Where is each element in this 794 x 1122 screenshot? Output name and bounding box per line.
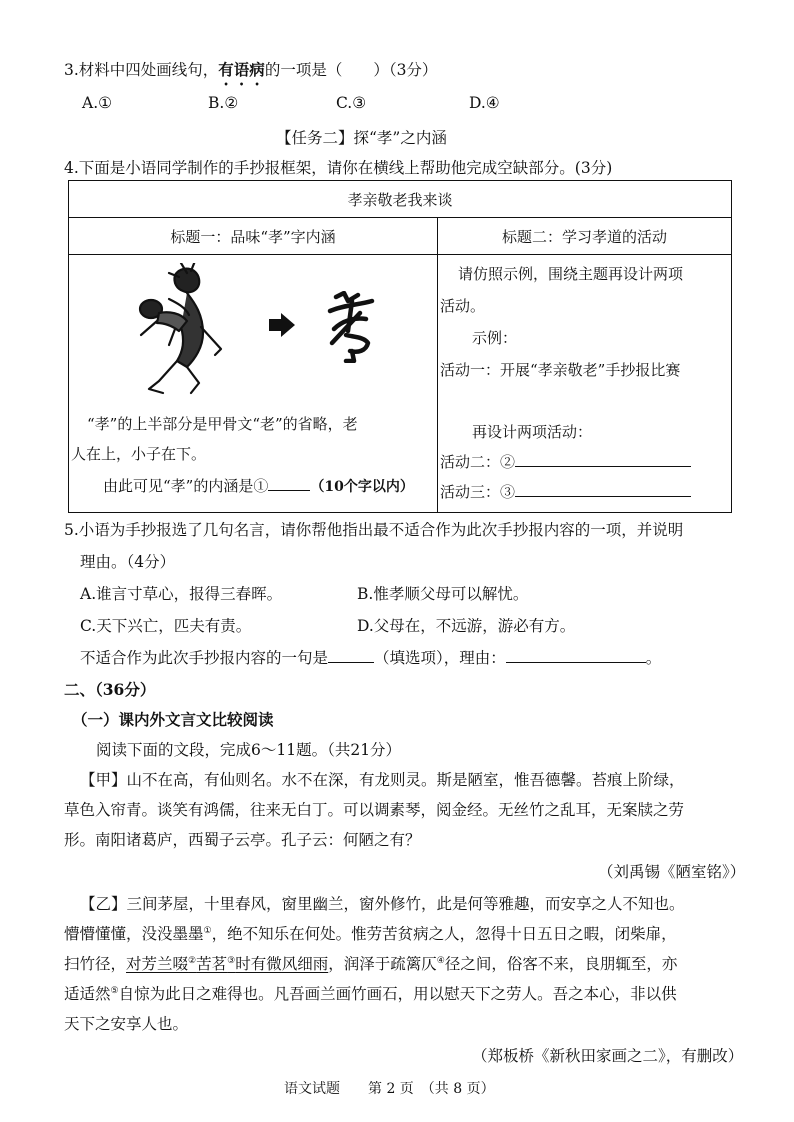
column-header-1: 标题一：品味“孝”字内涵 [69,218,438,255]
activity-two-label: 活动二：② [440,453,516,471]
activity-two-line [440,451,691,472]
yi-l3-underlined-3: 时有微风细雨 [235,955,329,973]
q5-answer-line [80,646,661,668]
q5-option-d[interactable]: D.父母在，不远游，游必有方。 [357,617,576,635]
answer-blank-1[interactable] [268,476,310,491]
passage-yi-source: （郑板桥《新秋田家画之二》，有删改） [472,1047,744,1065]
q3-option-c[interactable]: C.③ [336,94,367,112]
q3-option-d[interactable]: D.④ [469,94,500,112]
q3-option-b[interactable]: B.② [208,94,239,112]
left-text-line-2: 人在上，小子在下。 [71,445,207,463]
yi-l4-part-b: 自惊为此日之难得也。凡吾画兰画竹画石，用以慰天下之劳人。吾之本心，非以供 [118,985,677,1003]
q5-option-blank[interactable] [328,648,374,663]
elder-carrying-child-illustration [129,263,269,403]
right-content-cell [438,255,732,513]
yi-l3-part-a: 扫竹径， [64,955,127,973]
example-activity: 活动一：开展“孝亲敬老”手抄报比赛 [440,361,681,379]
section-2-subtitle: （一）课内外文言文比较阅读 [72,710,274,729]
underlined-sentence [126,955,328,973]
page-footer: 语文试题 第 2 页 （共 8 页） [284,1081,495,1097]
q5-answer-mid: （填选项），理由： [374,649,506,667]
q5-option-a[interactable]: A.谁言寸草心，报得三春晖。 [80,585,283,603]
q5-answer-prefix: 不适合作为此次手抄报内容的一句是 [80,649,329,667]
char-limit-note: （10个字以内） [310,479,414,495]
yi-l3-part-c: 径之间，俗客不来，良朋辄至，亦 [444,955,678,973]
footnote-marker-1: ① [203,925,212,936]
q5-stem-line-2: 理由。（4分） [80,553,176,571]
passage-jia-line-1: 【甲】山不在高，有仙则名。水不在深，有龙则灵。斯是陋室，惟吾德馨。苔痕上阶绿， [80,771,685,789]
left-content-cell [69,255,438,513]
passage-jia-source: （刘禹锡《陋室铭》） [598,863,746,881]
passage-jia-line-2: 草色入帘青。谈笑有鸿儒，往来无白丁。可以调素琴，阅金经。无丝竹之乱耳，无案牍之劳 [64,801,685,819]
right-text-3: 示例： [472,329,518,347]
q3-option-a[interactable]: A.① [82,94,113,112]
yi-l4-part-a: 适适然 [64,985,111,1003]
yi-l2-part-b: ，绝不知乐在何处。惟劳苦贫病之人，忽得十日五日之暇，闭柴扉， [211,925,677,943]
q3-stem [64,58,437,89]
ancient-xiao-character-glyph [324,291,378,363]
task2-title: 【任务二】探“孝”之内涵 [276,129,447,147]
passage-yi-line-2 [64,922,677,944]
activity-three-label: 活动三：③ [440,483,516,501]
right-text-2: 活动。 [440,297,486,315]
handout-frame-table [68,180,732,513]
q3-suffix: 的一项是（ ）（3分） [264,61,438,79]
yi-l3-underlined-1: 对芳兰啜 [126,955,189,973]
q5-option-c[interactable]: C.天下兴亡，匹夫有责。 [80,617,252,635]
passage-yi-line-3 [64,952,677,974]
passage-jia-line-3: 形。南阳诸葛庐，西蜀子云亭。孔子云：何陋之有？ [64,831,421,849]
arrow-right-icon [269,313,295,337]
column-header-2: 标题二：学习孝道的活动 [438,218,732,255]
q3-emphasis: 有语病 [218,60,265,79]
left-answer-line [103,475,414,496]
right-text-1: 请仿照示例，围绕主题再设计两项 [458,265,684,283]
activity-three-line [440,481,691,502]
footnote-marker-2: ② [188,955,197,966]
passage-yi-line-4 [64,982,677,1004]
footnote-marker-3: ③ [227,955,236,966]
q5-stem-line-1: 5.小语为手抄报选了几句名言，请你帮他指出最不适合作为此次手抄报内容的一项，并说明 [64,521,684,539]
q3-prefix: 3.材料中四处画线句， [64,61,219,79]
passage-yi-line-1: 【乙】三间茅屋，十里春风，窗里幽兰，窗外修竹，此是何等雅趣，而安享之人不知也。 [80,895,685,913]
yi-l3-part-b: ，润泽于疏篱仄 [328,955,437,973]
q5-option-b[interactable]: B.惟孝顺父母可以解忧。 [357,585,529,603]
q5-answer-end: 。 [645,649,662,667]
section-2-intro: 阅读下面的文段，完成6～11题。（共21分） [96,741,402,759]
left-answer-label: 由此可见“孝”的内涵是① [103,477,269,495]
handout-title: 孝亲敬老我来谈 [69,181,732,218]
passage-yi-line-5: 天下之安享人也。 [64,1015,189,1033]
footnote-marker-5: ⑤ [110,985,119,996]
left-text-line-1: “孝”的上半部分是甲骨文“老”的省略，老 [87,415,358,433]
yi-l3-underlined-2: 苦茗 [196,955,228,973]
answer-blank-3[interactable] [515,482,691,497]
right-text-5: 再设计两项活动： [472,423,593,441]
q4-stem: 4.下面是小语同学制作的手抄报框架，请你在横线上帮助他完成空缺部分。(3分) [64,159,613,177]
yi-l2-part-a: 懵懵懂懂，没没墨墨 [64,925,204,943]
section-2-title: 二、（36分） [64,680,156,699]
footnote-marker-4: ④ [436,955,445,966]
q5-reason-blank[interactable] [506,648,646,663]
answer-blank-2[interactable] [515,452,691,467]
